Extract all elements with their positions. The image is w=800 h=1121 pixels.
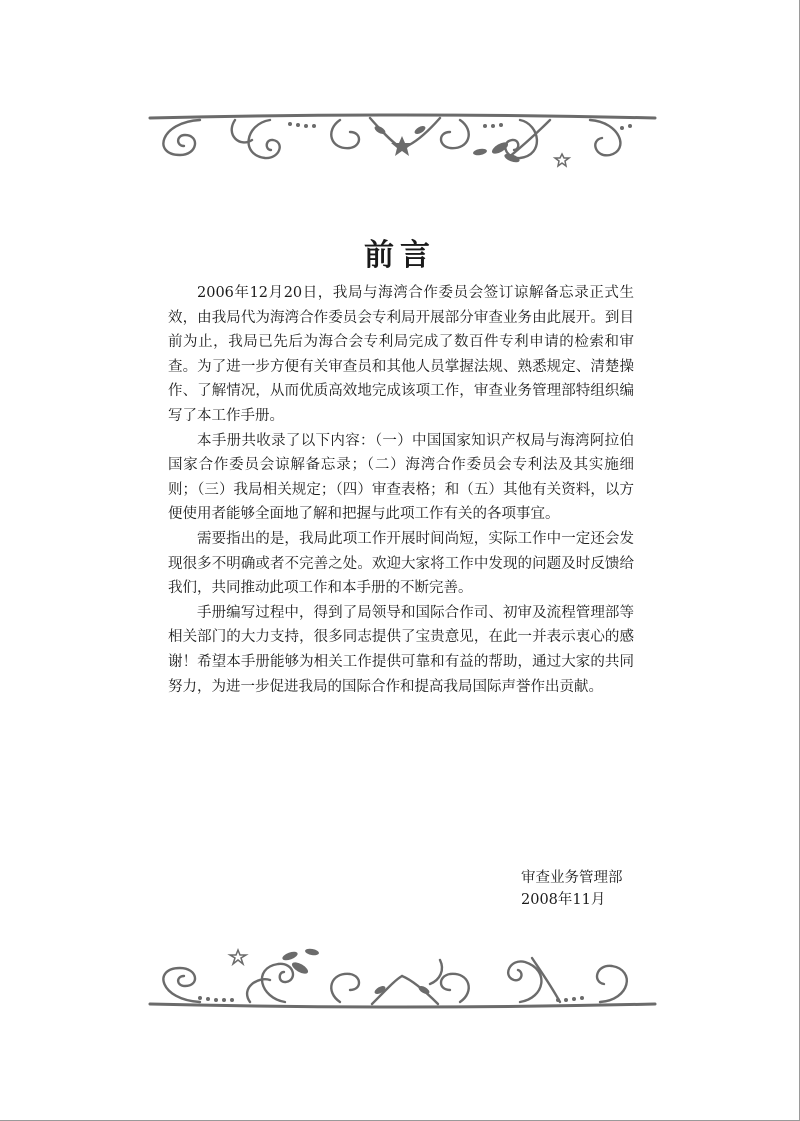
signature-date: 2008年11月 <box>521 892 606 908</box>
page-title: 前言 <box>364 238 436 274</box>
signature-department: 审查业务管理部 <box>521 870 623 886</box>
paragraph: 2006年12月20日，我局与海湾合作委员会签订谅解备忘录正式生效，由我局代为海湾合作委员会专利局开展部分审查业务由此展开。到目前为止，我局已先后为海合会专利局完成了数百件专利申请的检索和审查。为了进一步方便有关审查员和其他人员掌握法规、熟悉规定、清楚操作、了解情况，从而优质高效地完成该项工作，审查业务管理部特组织编写了本工作手册。 <box>168 285 634 424</box>
preface-body <box>168 281 634 699</box>
floral-divider-bottom-icon <box>140 940 660 1010</box>
paragraph: 需要指出的是，我局此项工作开展时间尚短，实际工作中一定还会发现很多不明确或者不完善之处。欢迎大家将工作中发现的问题及时反馈给我们，共同推动此项工作和本手册的不断完善。 <box>168 530 634 597</box>
signature-block <box>521 867 623 911</box>
paragraph: 本手册共收录了以下内容：（一）中国国家知识产权局与海湾阿拉伯国家合作委员会谅解备忘录；（二）海湾合作委员会专利法及其实施细则；（三）我局相关规定；（四）审查表格；和（五）其他有关资料，以方便使用者能够全面地了解和把握与此项工作有关的各项事宜。 <box>168 432 634 523</box>
paragraph: 手册编写过程中，得到了局领导和国际合作司、初审及流程管理部等相关部门的大力支持，很多同志提供了宝贵意见，在此一并表示衷心的感谢！希望本手册能够为相关工作提供可靠和有益的帮助，通过大家的共同努力，为进一步促进我局的国际合作和提高我局国际声誉作出贡献。 <box>168 604 634 695</box>
floral-divider-top-icon <box>140 110 660 180</box>
